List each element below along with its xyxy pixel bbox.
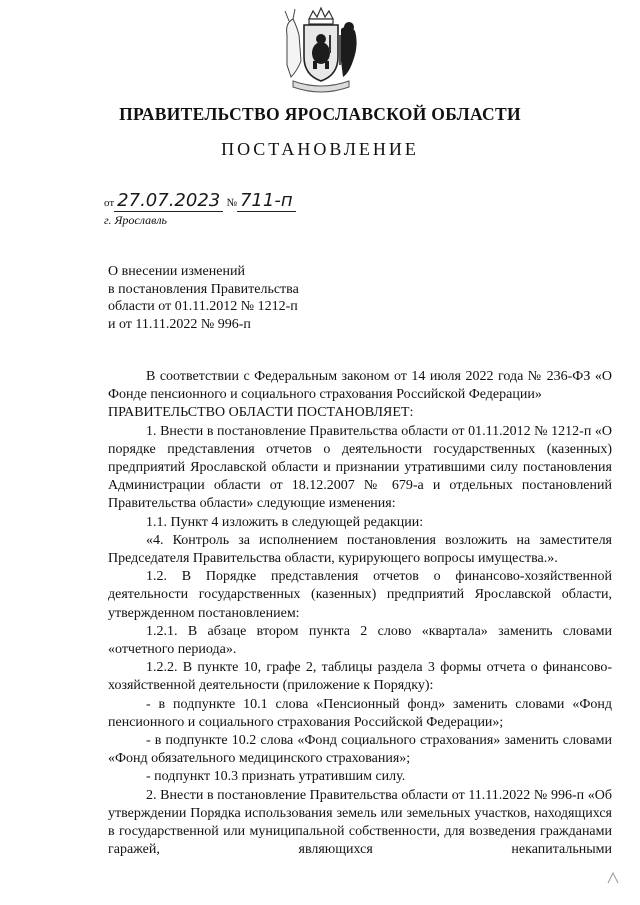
government-title: ПРАВИТЕЛЬСТВО ЯРОСЛАВСКОЙ ОБЛАСТИ [119, 104, 521, 124]
paragraph-1-1: 1.1. Пункт 4 изложить в следующей редакции: [146, 514, 424, 530]
document-type-title: ПОСТАНОВЛЕНИЕ [221, 139, 419, 159]
city-label: г. Ярославль [104, 213, 168, 227]
paragraph-1: 1. Внести в постановление Правительства области от 01.11.2012 № 1212-п «О порядке представления отчетов о деятельности государственных (казенных) предприятий Ярославской области и признании утратившими силу постановления Администрации области от 18.12.2007 № 679-а и отдельных постановлений Правительства области» следующие изменения: [108, 423, 612, 512]
date-prefix: от [104, 197, 115, 209]
paragraph-1-2-1: 1.2.1. В абзаце втором пункта 2 слово «квартала» заменить словами «отчетного периода». [108, 623, 612, 658]
handwritten-date: 27.07.2023 [114, 190, 223, 212]
subject-line: О внесении изменений [108, 264, 245, 279]
subject-block [108, 263, 299, 333]
subject-line: в постановления Правительства [108, 281, 299, 297]
paragraph-2: 2. Внести в постановление Правительства области от 11.11.2022 № 996-п «Об утверждении Порядка использования земель или земельных участков, находящихся в государственной или муниципальной собственности, для возведения гражданами гаражей, являющихся некапитальными [108, 787, 612, 858]
paragraph-1-2: 1.2. В Порядке представления отчетов о финансово-хозяйственной деятельности государственных (казенных) предприятий Ярославской области, утвержденном постановлением: [108, 569, 612, 621]
date-number-line [104, 190, 296, 211]
paragraph-1-2-2: 1.2.2. В пункте 10, графе 2, таблицы раздела 3 формы отчета о финансово-хозяйственной деятельности (приложение к Порядку): [108, 660, 612, 694]
subject-line: области от 01.11.2012 № 1212-п [108, 299, 298, 314]
coat-of-arms-icon [279, 5, 363, 97]
bullet-item: - в подпункте 10.1 слова «Пенсионный фонд» заменить словами «Фонд пенсионного и социального страхования Российской Федерации»; [108, 696, 612, 730]
resolves-line: ПРАВИТЕЛЬСТВО ОБЛАСТИ ПОСТАНОВЛЯЕТ: [108, 405, 414, 421]
subject-line: и от 11.11.2022 № 996-п [108, 316, 251, 332]
document-body [108, 368, 612, 859]
preamble-paragraph: В соответствии с Федеральным законом от 14 июля 2022 года № 236-ФЗ «О Фонде пенсионного и социального страхования Российской Федерации» [108, 369, 612, 403]
paragraph-1-1-quote: «4. Контроль за исполнением постановления возложить на заместителя Председателя Правительства области, курирующего вопросы имущества.». [108, 532, 612, 567]
corner-mark-icon [605, 870, 621, 886]
number-prefix: № [226, 197, 237, 209]
handwritten-number: 711-п [237, 190, 296, 212]
bullet-item: - в подпункте 10.2 слова «Фонд социального страхования» заменить словами «Фонд обязательного медицинского страхования»; [108, 733, 612, 767]
bullet-item: - подпункт 10.3 признать утратившим силу. [146, 769, 406, 785]
